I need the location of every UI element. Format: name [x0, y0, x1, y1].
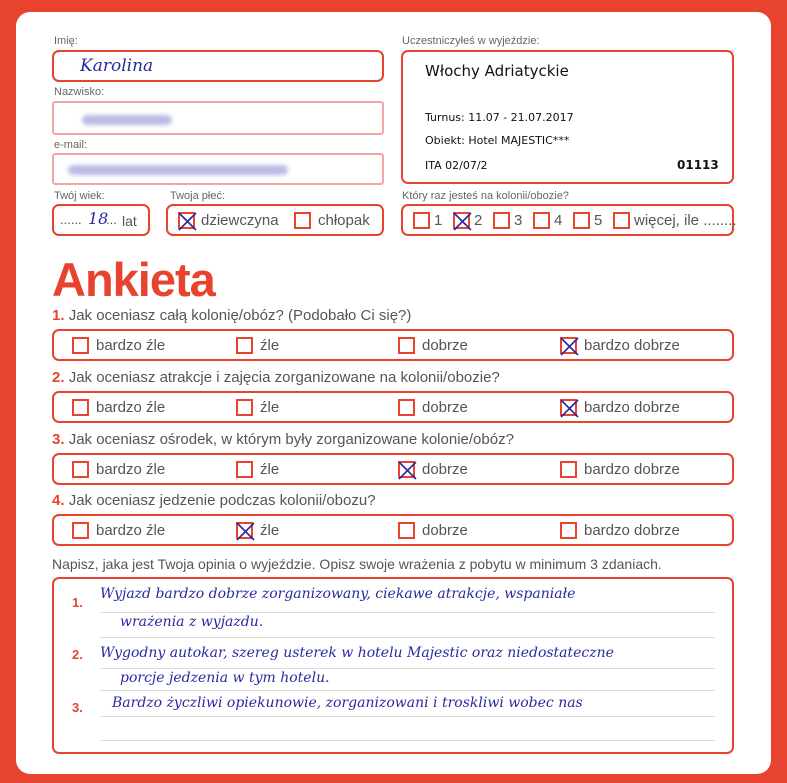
answer-checkbox[interactable] [398, 399, 415, 416]
question-number: 4. [52, 492, 69, 509]
times-checkbox-4[interactable] [533, 212, 550, 229]
opinion-prompt: Napisz, jaka jest Twoja opinia o wyjeździe. Opisz swoje wrażenia z pobytu w minimum 3 zdaniach. [52, 556, 662, 572]
question-4 [52, 492, 376, 509]
trip-info-box [401, 50, 734, 184]
times-checkbox-more[interactable] [613, 212, 630, 229]
surname-field[interactable] [52, 101, 384, 135]
opinion-number-1: 1. [72, 595, 83, 610]
age-label: Twój wiek: [54, 190, 105, 202]
answer-option-label: bardzo źle [96, 399, 166, 416]
answer-checkbox[interactable] [398, 522, 415, 539]
check-mark-icon [452, 211, 473, 232]
opinion-text-3a: Bardzo życzliwi opiekunowie, zorganizowani i troskliwi wobec nas [112, 695, 583, 711]
email-field[interactable] [52, 153, 384, 185]
answer-option-label: bardzo dobrze [584, 461, 680, 478]
answer-row-4 [52, 514, 734, 546]
opinion-number-2: 2. [72, 647, 83, 662]
answer-row-3 [52, 453, 734, 485]
question-text: Jak oceniasz całą kolonię/obóz? (Podobało Ci się?) [68, 307, 412, 324]
times-option-1: 1 [434, 212, 443, 229]
answer-option-label: dobrze [422, 461, 468, 478]
email-label: e-mail: [54, 139, 88, 151]
gender-checkbox-chlopak[interactable] [294, 212, 311, 229]
age-field[interactable] [52, 204, 150, 236]
times-checkbox-3[interactable] [493, 212, 510, 229]
answer-row-1 [52, 329, 734, 361]
answer-option-label: dobrze [422, 522, 468, 539]
trip-obiekt: Obiekt: Hotel MAJESTIC*** [425, 134, 570, 147]
answer-option-label: bardzo źle [96, 522, 166, 539]
times-checkbox-2[interactable] [453, 212, 470, 229]
answer-checkbox[interactable] [560, 522, 577, 539]
answer-row-2 [52, 391, 734, 423]
opinion-text-1b: wrażenia z wyjazdu. [120, 614, 264, 630]
trip-number: 01113 [677, 158, 719, 172]
opinion-text-2b: porcje jedzenia w tym hotelu. [120, 670, 330, 686]
answer-checkbox[interactable] [560, 399, 577, 416]
question-3 [52, 431, 514, 448]
times-option-4: 4 [554, 212, 563, 229]
question-text: Jak oceniasz ośrodek, w którym były zorganizowane kolonie/obóz? [68, 431, 514, 448]
answer-option-label: dobrze [422, 399, 468, 416]
answer-option-label: bardzo dobrze [584, 399, 680, 416]
gender-option-dziewczyna: dziewczyna [201, 212, 279, 229]
surname-label: Nazwisko: [54, 86, 105, 98]
times-field [401, 204, 737, 236]
check-mark-icon [235, 521, 256, 542]
gender-field [166, 204, 384, 236]
writing-line [100, 612, 715, 613]
age-prefix: ...... [60, 212, 82, 227]
answer-option-label: dobrze [422, 337, 468, 354]
answer-option-label: źle [260, 337, 280, 354]
times-checkbox-5[interactable] [573, 212, 590, 229]
check-mark-icon [559, 398, 580, 419]
writing-line [100, 716, 715, 717]
gender-label: Twoja płeć: [170, 190, 226, 202]
gender-option-chlopak: chłopak [318, 212, 370, 229]
answer-checkbox[interactable] [560, 461, 577, 478]
answer-checkbox[interactable] [236, 461, 253, 478]
answer-checkbox[interactable] [398, 337, 415, 354]
answer-option-label: źle [260, 399, 280, 416]
opinion-text-1a: Wyjazd bardzo dobrze zorganizowany, ciekawe atrakcje, wspaniałe [100, 586, 576, 602]
answer-checkbox[interactable] [398, 461, 415, 478]
opinion-box[interactable] [52, 577, 734, 754]
opinion-text-2a: Wygodny autokar, szereg usterek w hotelu Majestic oraz niedostateczne [100, 645, 614, 661]
answer-checkbox[interactable] [236, 337, 253, 354]
answer-option-label: bardzo dobrze [584, 337, 680, 354]
survey-title: Ankieta [52, 253, 215, 306]
writing-line [100, 637, 715, 638]
age-suffix: ... [106, 212, 117, 227]
trip-label: Uczestniczyłeś w wyjeździe: [402, 35, 540, 47]
times-checkbox-1[interactable] [413, 212, 430, 229]
answer-checkbox[interactable] [560, 337, 577, 354]
name-value: Karolina [80, 56, 154, 76]
times-option-3: 3 [514, 212, 523, 229]
age-value: 18 [88, 209, 109, 228]
times-option-more: więcej, ile ........ [634, 212, 737, 229]
check-mark-icon [177, 211, 198, 232]
answer-option-label: bardzo źle [96, 461, 166, 478]
name-field[interactable] [52, 50, 384, 82]
trip-code: ITA 02/07/2 [425, 159, 488, 172]
question-2 [52, 369, 500, 386]
question-1 [52, 307, 411, 324]
writing-line [100, 740, 715, 741]
writing-line [100, 690, 715, 691]
answer-checkbox[interactable] [72, 399, 89, 416]
times-label: Który raz jesteś na kolonii/obozie? [402, 190, 569, 202]
answer-option-label: źle [260, 461, 280, 478]
answer-option-label: źle [260, 522, 280, 539]
answer-checkbox[interactable] [236, 522, 253, 539]
question-number: 3. [52, 431, 69, 448]
age-unit: lat [122, 213, 137, 229]
redacted-email [68, 165, 288, 175]
times-option-5: 5 [594, 212, 603, 229]
trip-name: Włochy Adriatyckie [425, 62, 569, 80]
gender-checkbox-dziewczyna[interactable] [178, 212, 195, 229]
opinion-number-3: 3. [72, 700, 83, 715]
answer-checkbox[interactable] [236, 399, 253, 416]
check-mark-icon [397, 460, 418, 481]
answer-option-label: bardzo dobrze [584, 522, 680, 539]
redacted-surname [82, 115, 172, 125]
writing-line [100, 668, 715, 669]
question-number: 2. [52, 369, 69, 386]
answer-checkbox[interactable] [72, 522, 89, 539]
question-text: Jak oceniasz jedzenie podczas kolonii/obozu? [68, 492, 376, 509]
trip-turnus: Turnus: 11.07 - 21.07.2017 [425, 111, 574, 124]
question-number: 1. [52, 307, 69, 324]
answer-checkbox[interactable] [72, 461, 89, 478]
check-mark-icon [559, 336, 580, 357]
answer-checkbox[interactable] [72, 337, 89, 354]
answer-option-label: bardzo źle [96, 337, 166, 354]
question-text: Jak oceniasz atrakcje i zajęcia zorganizowane na kolonii/obozie? [68, 369, 500, 386]
name-label: Imię: [54, 35, 78, 47]
times-option-2: 2 [474, 212, 483, 229]
